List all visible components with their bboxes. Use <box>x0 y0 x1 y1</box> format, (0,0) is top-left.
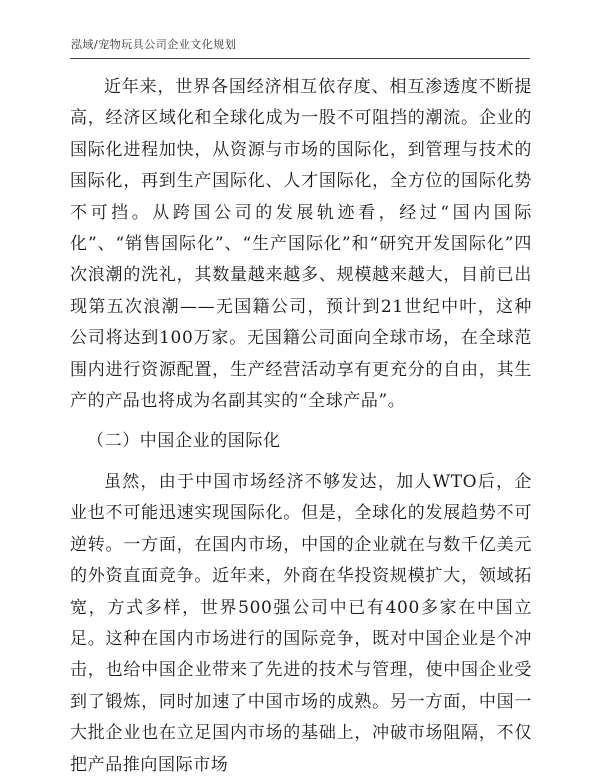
document-body <box>70 72 532 781</box>
running-header: 泓域/宠物玩具公司企业文化规划 <box>71 38 237 51</box>
header-divider <box>70 58 530 59</box>
paragraph-china-enterprises: 虽然，由于中国市场经济不够发达，加人WTO后，企业也不可能迅速实现国际化。但是，全球化的发展趋势不可逆转。一方面，在国内市场，中国的企业就在与数千亿美元的外资直面竞争。近年来，外商在华投资规模扩大，领域拓宽，方式多样，世界500强公司中已有400多家在中国立足。这种在国内市场进行的国际竞争，既对中国企业是个冲击，也给中国企业带来了先进的技术与管理，使中国企业受到了锻炼，同时加速了中国市场的成熟。另一方面，中国一大批企业也在立足国内市场的基础上，冲破市场阻隔，不仅把产品推向国际市场 <box>70 471 532 775</box>
section-heading: （二）中国企业的国际化 <box>87 431 281 452</box>
paragraph-globalization: 近年来，世界各国经济相互依存度、相互渗透度不断提高，经济区域化和全球化成为一股不可阻挡的潮流。企业的国际化进程加快，从资源与市场的国际化，到管理与技术的国际化，再到生产国际化、人才国际化，全方位的国际化势不可挡。从跨国公司的发展轨迹看，经过“国内国际化”、“销售国际化”、“生产国际化”和“研究开发国际化”四次浪潮的洗礼，其数量越来越多、规模越来越大，目前已出现第五次浪潮——无国籍公司，预计到21世纪中叶，这种公司将达到100万家。无国籍公司面向全球市场，在全球范围内进行资源配置，生产经营活动享有更充分的自由，其生产的产品也将成为名副其实的“全球产品”。 <box>70 77 532 412</box>
